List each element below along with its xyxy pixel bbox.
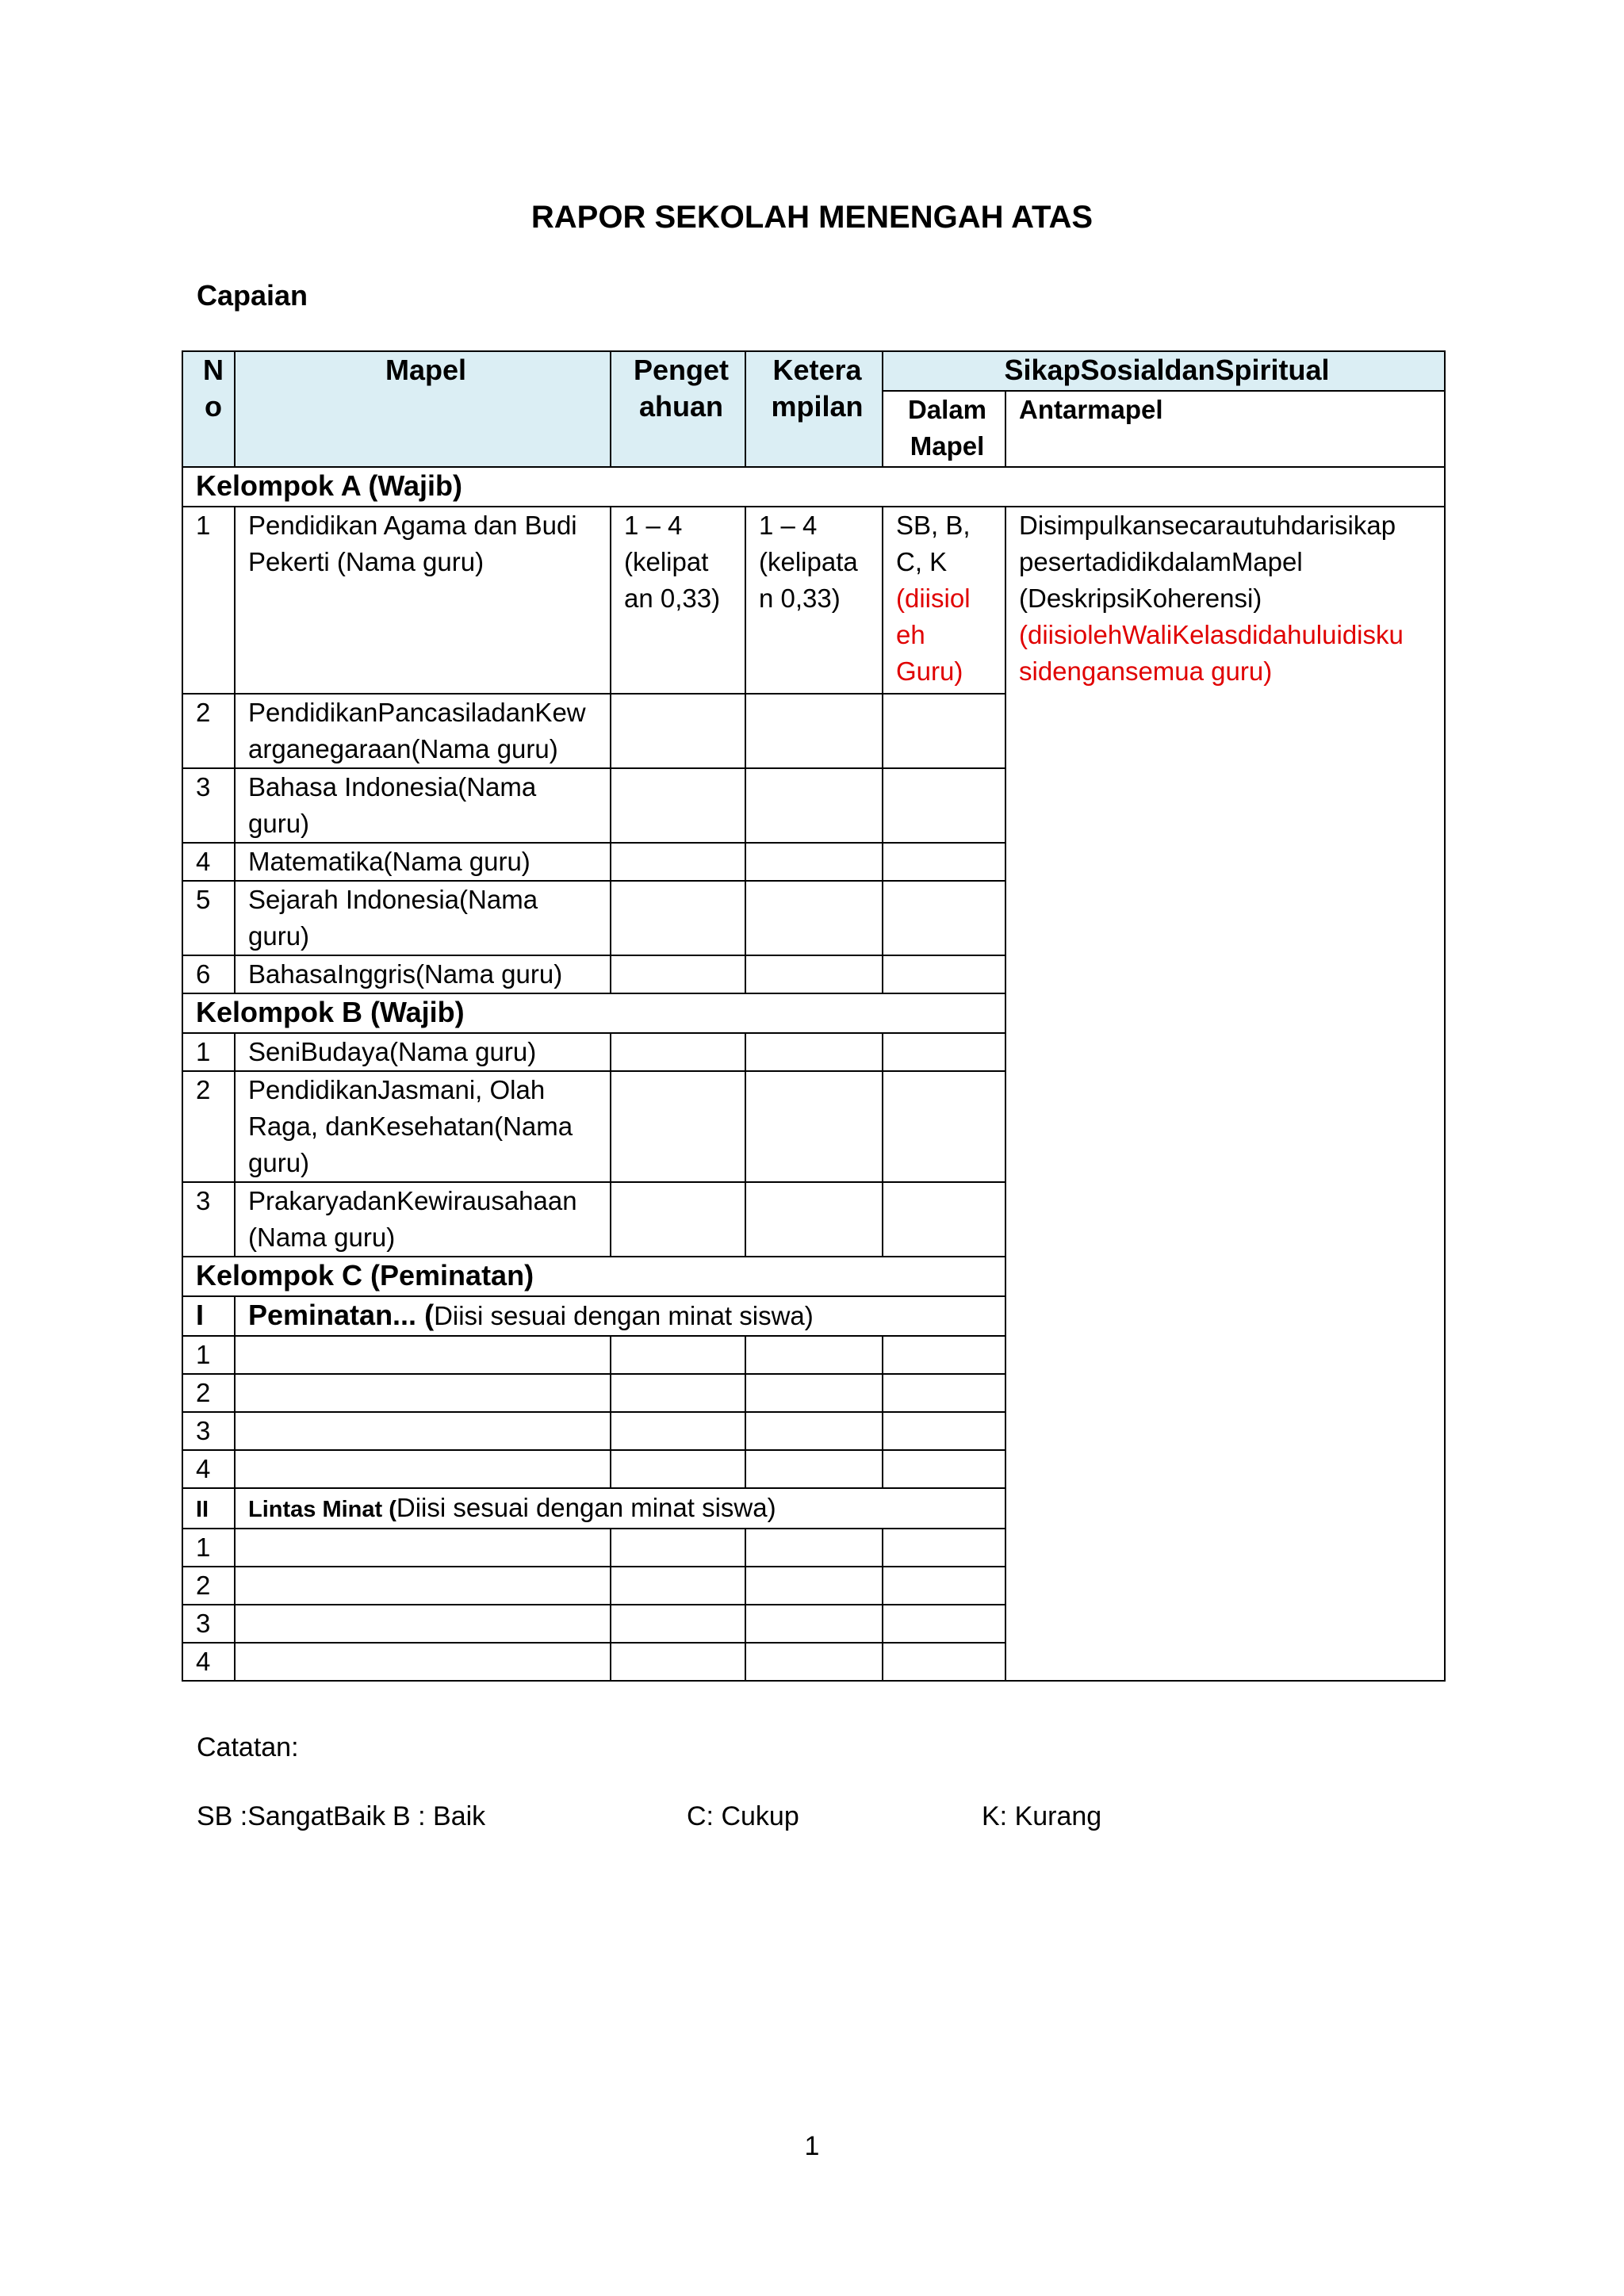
row-dalam-mapel <box>883 955 1005 993</box>
lintas-no: II <box>182 1488 235 1529</box>
row-mapel <box>235 1450 611 1488</box>
antarmapel-text: Disimpulkansecarautuhdarisikap pesertadidikdalamMapel (DeskripsiKoherensi) <box>1019 511 1396 613</box>
row-dalam-mapel <box>883 1374 1005 1412</box>
row-keterampilan <box>745 881 883 955</box>
row-no: 2 <box>182 694 235 768</box>
row-keterampilan <box>745 1605 883 1643</box>
group-b-label: Kelompok B (Wajib) <box>182 993 1005 1033</box>
row-dalam-mapel <box>883 1033 1005 1071</box>
row-dalam-mapel <box>883 881 1005 955</box>
notes-label: Catatan: <box>197 1732 299 1762</box>
group-a-label: Kelompok A (Wajib) <box>182 467 1445 507</box>
row-mapel <box>235 1567 611 1605</box>
peminatan-label: Peminatan... ( <box>248 1299 435 1331</box>
row-mapel: BahasaInggris(Nama guru) <box>235 955 611 993</box>
row-dalam-mapel <box>883 1336 1005 1374</box>
row-dalam-mapel <box>883 1182 1005 1257</box>
table-row <box>182 507 1445 694</box>
dalam-mapel-note: (diisiol eh Guru) <box>896 584 971 686</box>
row-dalam-mapel <box>883 507 1005 694</box>
row-keterampilan <box>745 768 883 843</box>
row-no: 5 <box>182 881 235 955</box>
row-dalam-mapel <box>883 1071 1005 1182</box>
header-keterampilan: Ketera mpilan <box>745 351 883 467</box>
row-pengetahuan <box>611 1071 745 1182</box>
row-keterampilan <box>745 1643 883 1681</box>
legend-sb: SB :SangatBaik <box>197 1801 386 1831</box>
row-no: 1 <box>182 1033 235 1071</box>
row-keterampilan <box>745 1450 883 1488</box>
row-dalam-mapel <box>883 843 1005 881</box>
header-no: N o <box>182 351 235 467</box>
row-dalam-mapel <box>883 1605 1005 1643</box>
peminatan-hint: Diisi sesuai dengan minat siswa) <box>434 1301 814 1330</box>
group-c-label: Kelompok C (Peminatan) <box>182 1257 1005 1296</box>
legend-c: C: Cukup <box>687 1801 799 1831</box>
row-pengetahuan <box>611 1182 745 1257</box>
row-keterampilan <box>745 955 883 993</box>
row-pengetahuan <box>611 1336 745 1374</box>
row-mapel <box>235 1605 611 1643</box>
row-pengetahuan <box>611 1529 745 1567</box>
dalam-mapel-scale: SB, B, C, K <box>896 511 971 576</box>
row-mapel: Bahasa Indonesia(Nama guru) <box>235 768 611 843</box>
row-mapel: Matematika(Nama guru) <box>235 843 611 881</box>
row-dalam-mapel <box>883 694 1005 768</box>
header-dalam-mapel: Dalam Mapel <box>883 391 1005 467</box>
row-no: 1 <box>182 507 235 694</box>
row-keterampilan <box>745 1182 883 1257</box>
row-no: 1 <box>182 1336 235 1374</box>
header-pengetahuan: Penget ahuan <box>611 351 745 467</box>
section-title: Capaian <box>197 279 308 312</box>
row-no: 4 <box>182 1643 235 1681</box>
row-keterampilan <box>745 1374 883 1412</box>
row-pengetahuan <box>611 768 745 843</box>
row-mapel <box>235 1412 611 1450</box>
row-dalam-mapel <box>883 1450 1005 1488</box>
row-no: 3 <box>182 1412 235 1450</box>
row-no: 1 <box>182 1529 235 1567</box>
row-no: 2 <box>182 1374 235 1412</box>
row-no: 6 <box>182 955 235 993</box>
row-keterampilan <box>745 1071 883 1182</box>
peminatan-label-cell <box>235 1296 1005 1336</box>
row-no: 3 <box>182 1182 235 1257</box>
row-mapel <box>235 1643 611 1681</box>
row-keterampilan <box>745 1033 883 1071</box>
row-no: 2 <box>182 1071 235 1182</box>
row-mapel: Sejarah Indonesia(Nama guru) <box>235 881 611 955</box>
row-mapel <box>235 1336 611 1374</box>
header-mapel: Mapel <box>235 351 611 467</box>
row-dalam-mapel <box>883 1567 1005 1605</box>
row-keterampilan <box>745 1529 883 1567</box>
row-mapel: PendidikanJasmani, Olah Raga, danKesehatan(Nama guru) <box>235 1071 611 1182</box>
row-dalam-mapel <box>883 1529 1005 1567</box>
row-dalam-mapel <box>883 768 1005 843</box>
peminatan-no: I <box>182 1296 235 1336</box>
row-mapel: PrakaryadanKewirausahaan (Nama guru) <box>235 1182 611 1257</box>
header-sikap: SikapSosialdanSpiritual <box>883 351 1445 391</box>
row-pengetahuan <box>611 955 745 993</box>
row-mapel: SeniBudaya(Nama guru) <box>235 1033 611 1071</box>
row-mapel <box>235 1529 611 1567</box>
row-pengetahuan <box>611 843 745 881</box>
legend-b: B : Baik <box>393 1801 486 1831</box>
row-pengetahuan <box>611 1412 745 1450</box>
row-no: 4 <box>182 1450 235 1488</box>
row-no: 3 <box>182 1605 235 1643</box>
row-pengetahuan <box>611 1567 745 1605</box>
lintas-label: Lintas Minat ( <box>248 1497 396 1522</box>
lintas-label-cell <box>235 1488 1005 1529</box>
row-no: 2 <box>182 1567 235 1605</box>
row-mapel: PendidikanPancasiladanKew arganegaraan(Nama guru) <box>235 694 611 768</box>
row-keterampilan <box>745 694 883 768</box>
row-keterampilan <box>745 1336 883 1374</box>
row-keterampilan <box>745 1567 883 1605</box>
row-pengetahuan <box>611 1643 745 1681</box>
row-pengetahuan <box>611 694 745 768</box>
report-table <box>182 350 1446 1682</box>
row-mapel: Pendidikan Agama dan Budi Pekerti (Nama guru) <box>235 507 611 694</box>
row-no: 3 <box>182 768 235 843</box>
row-no: 4 <box>182 843 235 881</box>
row-keterampilan <box>745 1412 883 1450</box>
row-pengetahuan: 1 – 4 (kelipat an 0,33) <box>611 507 745 694</box>
row-pengetahuan <box>611 1605 745 1643</box>
antarmapel-cell <box>1005 507 1445 1681</box>
row-pengetahuan <box>611 1033 745 1071</box>
header-antarmapel: Antarmapel <box>1005 391 1445 467</box>
row-pengetahuan <box>611 881 745 955</box>
lintas-hint: Diisi sesuai dengan minat siswa) <box>396 1493 776 1522</box>
antarmapel-note: (diisiolehWaliKelasdidahuluidisku sidengansemua guru) <box>1019 620 1404 686</box>
row-dalam-mapel <box>883 1643 1005 1681</box>
row-pengetahuan <box>611 1450 745 1488</box>
legend-k: K: Kurang <box>982 1801 1102 1831</box>
row-keterampilan: 1 – 4 (kelipata n 0,33) <box>745 507 883 694</box>
row-mapel <box>235 1374 611 1412</box>
row-dalam-mapel <box>883 1412 1005 1450</box>
row-pengetahuan <box>611 1374 745 1412</box>
row-keterampilan <box>745 843 883 881</box>
document-title: RAPOR SEKOLAH MENENGAH ATAS <box>530 200 1094 235</box>
page-number: 1 <box>804 2131 820 2161</box>
